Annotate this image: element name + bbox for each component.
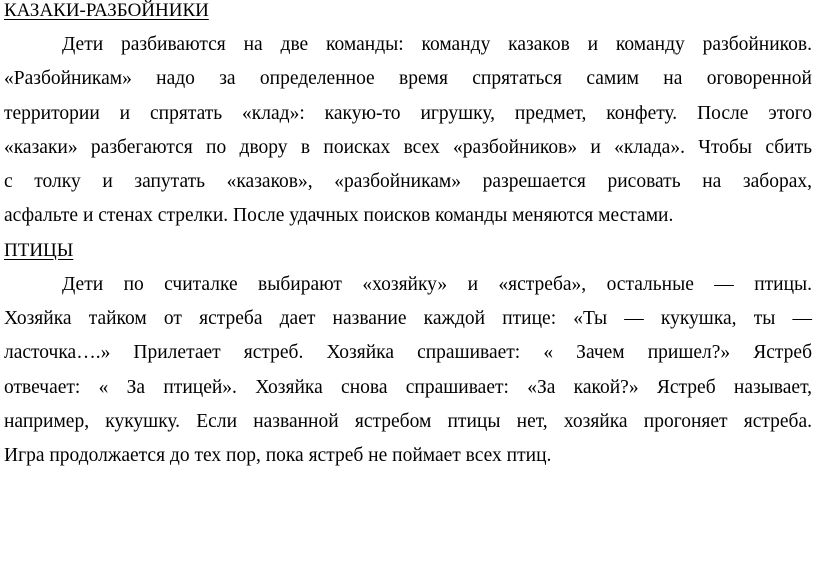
section-title-kazaki-razboiniki: КАЗАКИ-РАЗБОЙНИКИ — [4, 0, 209, 21]
paragraph-line: с толку и запутать «казаков», «разбойникам» разрешается рисовать на заборах, — [4, 171, 812, 193]
paragraph-line: асфальте и стенах стрелки. После удачных поисков команды меняются местами. — [4, 205, 674, 227]
section-title-ptitsy: ПТИЦЫ — [4, 239, 74, 261]
paragraph-line: Дети разбиваются на две команды: команду казаков и команду разбойников. — [62, 34, 812, 55]
paragraph-line: Хозяйка тайком от ястреба дает название каждой птице: «Ты — кукушка, ты — — [4, 308, 812, 330]
section-body-kazaki-razboiniki — [4, 28, 812, 234]
paragraph-line: Дети по считалке выбирают «хозяйку» и «ястреба», остальные — птицы. — [62, 273, 812, 295]
paragraph-line: отвечает: « За птицей». Хозяйка снова спрашивает: «За какой?» Ястреб называет, — [4, 376, 812, 398]
paragraph-line: например, кукушку. Если названной ястребом птицы нет, хозяйка прогоняет ястреба. — [4, 410, 812, 432]
paragraph-line: ласточка….» Прилетает ястреб. Хозяйка спрашивает: « Зачем пришел?» Ястреб — [4, 342, 812, 364]
paragraph-line: территории и спрятать «клад»: какую-то игрушку, предмет, конфету. После этого — [4, 102, 812, 124]
section-body-ptitsy — [4, 268, 812, 474]
paragraph-line: Игра продолжается до тех пор, пока ястреб не поймает всех птиц. — [4, 445, 552, 467]
paragraph-line: «казаки» разбегаются по двору в поисках всех «разбойников» и «клада». Чтобы сбить — [4, 136, 812, 158]
paragraph-line: «Разбойникам» надо за определенное время спрятаться самим на оговоренной — [4, 68, 812, 90]
